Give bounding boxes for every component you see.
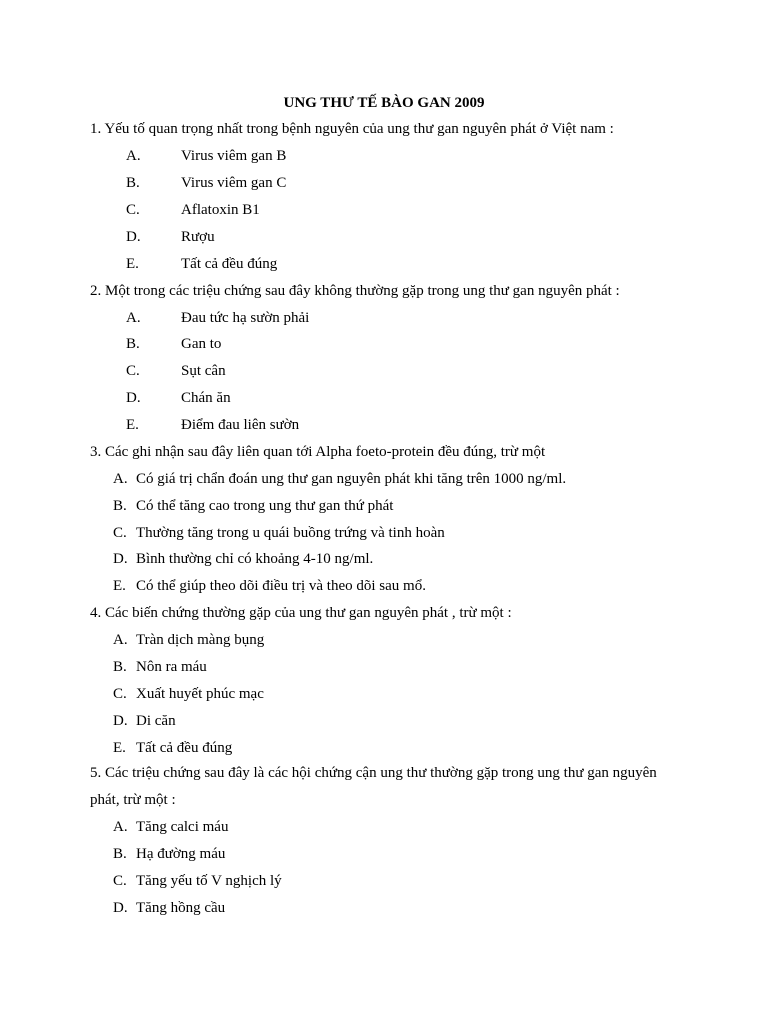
question-1-stem: 1. Yếu tố quan trọng nhất trong bệnh nguyên của ung thư gan nguyên phát ở Việt nam : (90, 121, 614, 137)
q5-option-b-text: Hạ đường máu (136, 846, 226, 862)
q1-option-b-letter: B. (126, 175, 140, 191)
q2-option-a-letter: A. (126, 310, 141, 326)
q5-option-c-letter: C. (113, 873, 127, 889)
q4-option-a-text: Tràn dịch màng bụng (136, 632, 265, 648)
q5-option-d-letter: D. (113, 900, 128, 916)
q5-option-a-text: Tăng calci máu (136, 819, 229, 835)
q2-option-b-text: Gan to (181, 336, 222, 352)
q1-option-b-text: Virus viêm gan C (181, 175, 287, 191)
q3-option-c-text: Thường tăng trong u quái buồng trứng và tinh hoàn (136, 525, 445, 541)
q5-option-c-text: Tăng yếu tố V nghịch lý (136, 873, 282, 889)
q2-option-b-letter: B. (126, 336, 140, 352)
q3-option-a-letter: A. (113, 471, 128, 487)
page-title: UNG THƯ TẾ BÀO GAN 2009 (283, 95, 485, 111)
q4-option-b-text: Nôn ra máu (136, 659, 207, 675)
question-5-stem-continued: phát, trừ một : (90, 792, 176, 808)
q4-option-c-text: Xuất huyết phúc mạc (136, 686, 264, 702)
q4-option-c-letter: C. (113, 686, 127, 702)
q3-option-a-text: Có giá trị chẩn đoán ung thư gan nguyên phát khi tăng trên 1000 ng/ml. (136, 471, 567, 487)
q1-option-d-text: Rượu (181, 229, 215, 245)
q3-option-d-letter: D. (113, 551, 128, 567)
q5-option-d-text: Tăng hồng cầu (136, 900, 226, 916)
q1-option-d-letter: D. (126, 229, 141, 245)
q1-option-e-text: Tất cả đều đúng (181, 256, 278, 272)
q1-option-a-text: Virus viêm gan B (181, 148, 287, 164)
q2-option-e-text: Điểm đau liên sườn (181, 417, 300, 433)
q4-option-e-letter: E. (113, 740, 126, 756)
q1-option-a-letter: A. (126, 148, 141, 164)
q3-option-d-text: Bình thường chỉ có khoảng 4-10 ng/ml. (136, 551, 374, 567)
q3-option-e-text: Có thể giúp theo dõi điều trị và theo dõi sau mổ. (136, 578, 426, 594)
q2-option-d-text: Chán ăn (181, 390, 231, 406)
question-4-stem: 4. Các biến chứng thường gặp của ung thư gan nguyên phát , trừ một : (90, 605, 512, 621)
q1-option-c-text: Aflatoxin B1 (181, 202, 260, 218)
q2-option-c-text: Sụt cân (181, 363, 226, 379)
q3-option-b-letter: B. (113, 498, 127, 514)
q3-option-e-letter: E. (113, 578, 126, 594)
q3-option-b-text: Có thể tăng cao trong ung thư gan thứ phát (136, 498, 394, 514)
q4-option-b-letter: B. (113, 659, 127, 675)
q2-option-c-letter: C. (126, 363, 140, 379)
q2-option-e-letter: E. (126, 417, 139, 433)
q1-option-e-letter: E. (126, 256, 139, 272)
q4-option-e-text: Tất cả đều đúng (136, 740, 233, 756)
q5-option-b-letter: B. (113, 846, 127, 862)
question-2-stem: 2. Một trong các triệu chứng sau đây không thường gặp trong ung thư gan nguyên phát : (90, 283, 620, 299)
q4-option-d-text: Di căn (136, 713, 176, 729)
q5-option-a-letter: A. (113, 819, 128, 835)
q4-option-d-letter: D. (113, 713, 128, 729)
q2-option-d-letter: D. (126, 390, 141, 406)
question-3-stem: 3. Các ghi nhận sau đây liên quan tới Alpha foeto-protein đều đúng, trừ một (90, 444, 546, 460)
q4-option-a-letter: A. (113, 632, 128, 648)
q2-option-a-text: Đau tức hạ sườn phải (181, 310, 310, 326)
question-5-stem: 5. Các triệu chứng sau đây là các hội chứng cận ung thư thường gặp trong ung thư gan nguyên (90, 765, 657, 781)
q1-option-c-letter: C. (126, 202, 140, 218)
q3-option-c-letter: C. (113, 525, 127, 541)
